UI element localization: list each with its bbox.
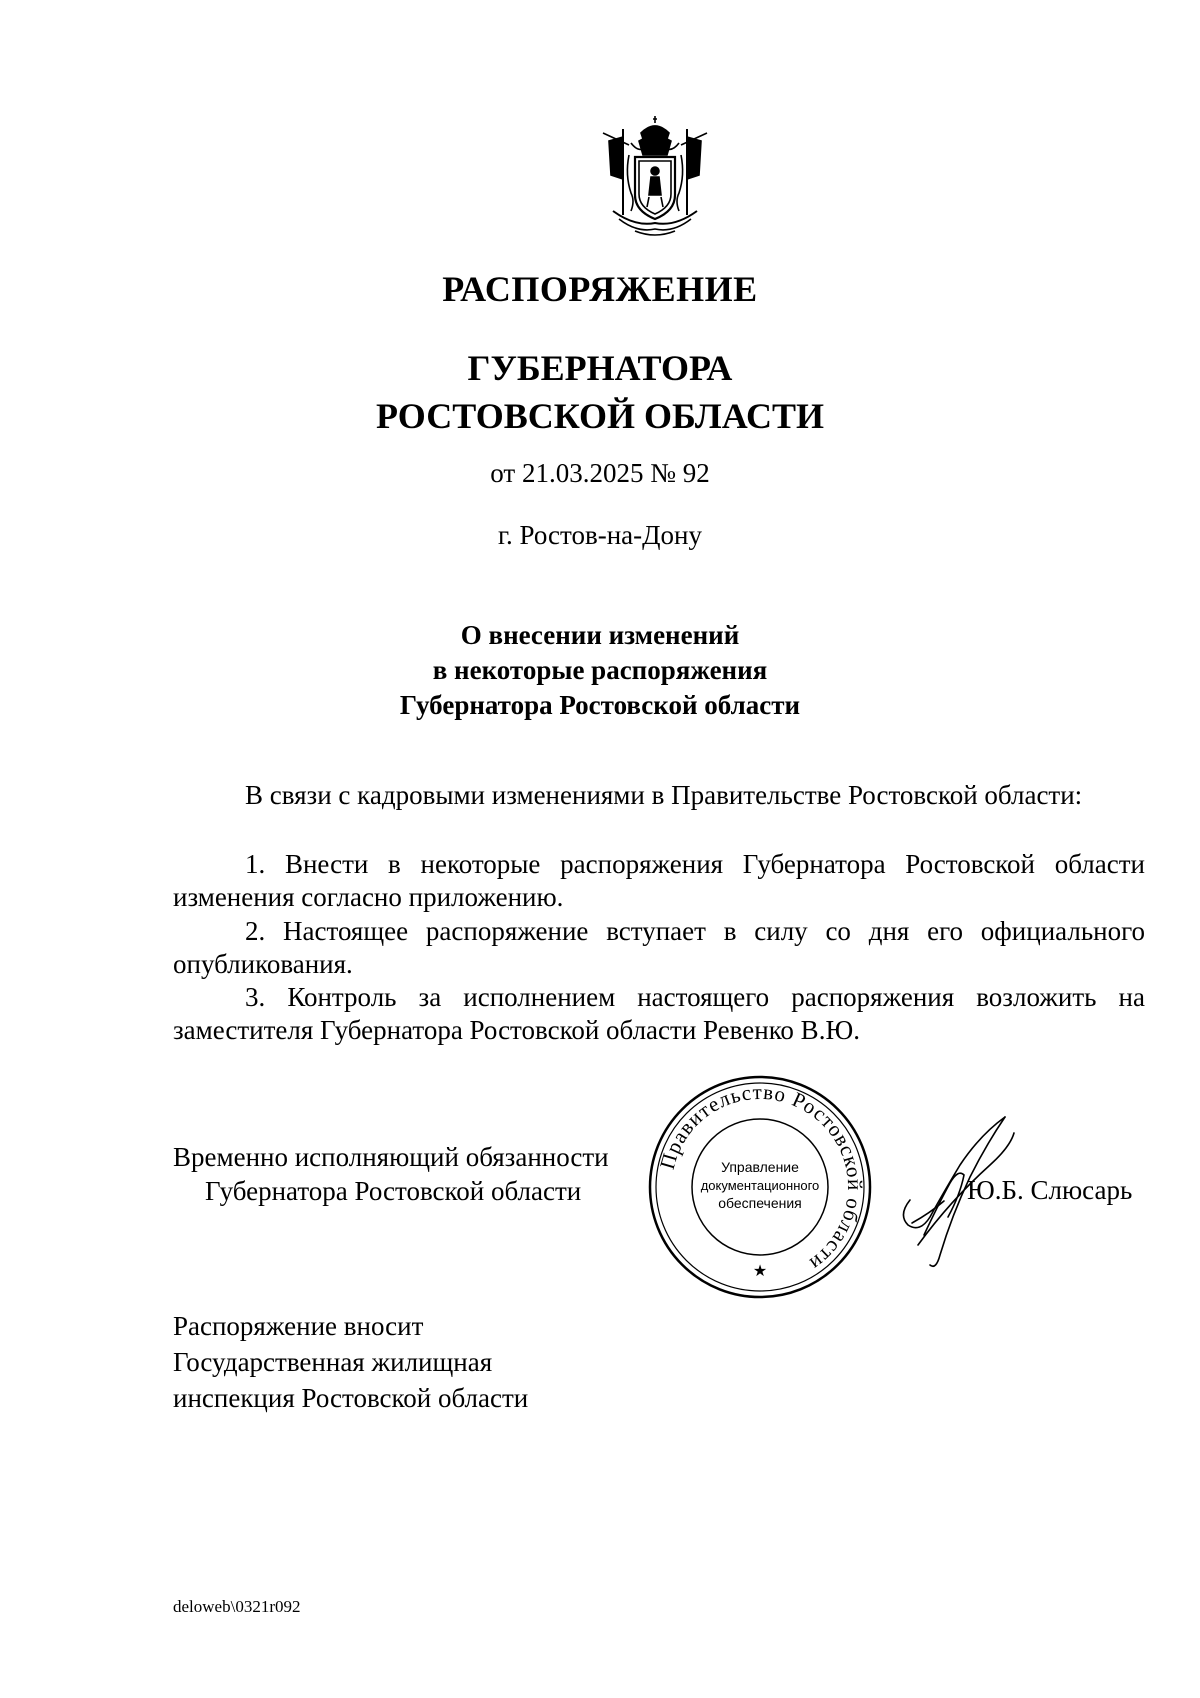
coat-of-arms-emblem: [595, 115, 715, 240]
body-item-2: 2. Настоящее распоряжение вступает в силу со дня его официального опубликования.: [173, 916, 1145, 979]
issuer-line-2: РОСТОВСКОЙ ОБЛАСТИ: [376, 396, 824, 436]
submitter-line-1: Распоряжение вносит: [173, 1311, 424, 1341]
submitter-line-3: инспекция Ростовской области: [173, 1383, 529, 1413]
signer-title-line-2: Губернатора Ростовской области: [205, 1176, 582, 1206]
seal-icon: [645, 1072, 875, 1302]
document-type-title: РАСПОРЯЖЕНИЕ: [442, 269, 758, 309]
preamble-paragraph: В связи с кадровыми изменениями в Правительстве Ростовской области:: [245, 780, 1083, 810]
footer-file-reference: deloweb\0321r092: [173, 1597, 301, 1616]
official-seal-stamp: [645, 1072, 875, 1302]
submitter-block: [173, 1308, 528, 1416]
body-item-3: 3. Контроль за исполнением настоящего распоряжения возложить на заместителя Губернатора Ростовской области Ревенко В.Ю.: [173, 982, 1145, 1045]
subject-line-3: Губернатора Ростовской области: [399, 690, 801, 720]
submitter-line-2: Государственная жилищная: [173, 1347, 493, 1377]
seal-inner-line-3: обеспечения: [718, 1195, 802, 1211]
document-subject: [0, 618, 1200, 723]
seal-star-icon: ★: [752, 1263, 768, 1280]
signer-name: Ю.Б. Слюсарь: [967, 1175, 1133, 1205]
document-city: г. Ростов-на-Дону: [497, 520, 702, 550]
subject-line-1: О внесении изменений: [460, 620, 740, 650]
coat-of-arms-icon: [595, 115, 715, 240]
seal-outer-text: Правительство Ростовской области: [654, 1079, 868, 1277]
subject-line-2: в некоторые распоряжения: [432, 655, 768, 685]
seal-inner-line-2: документационного: [700, 1178, 820, 1193]
document-date-number: от 21.03.2025 № 92: [490, 458, 710, 488]
signer-title: [173, 1140, 609, 1208]
issuer-line-1: ГУБЕРНАТОРА: [467, 348, 733, 388]
issuer-title: [0, 344, 1200, 440]
seal-inner-line-1: Управление: [721, 1159, 799, 1175]
body-item-1: 1. Внести в некоторые распоряжения Губернатора Ростовской области изменения согласно приложению.: [173, 849, 1145, 912]
signer-title-line-1: Временно исполняющий обязанности: [173, 1142, 609, 1172]
